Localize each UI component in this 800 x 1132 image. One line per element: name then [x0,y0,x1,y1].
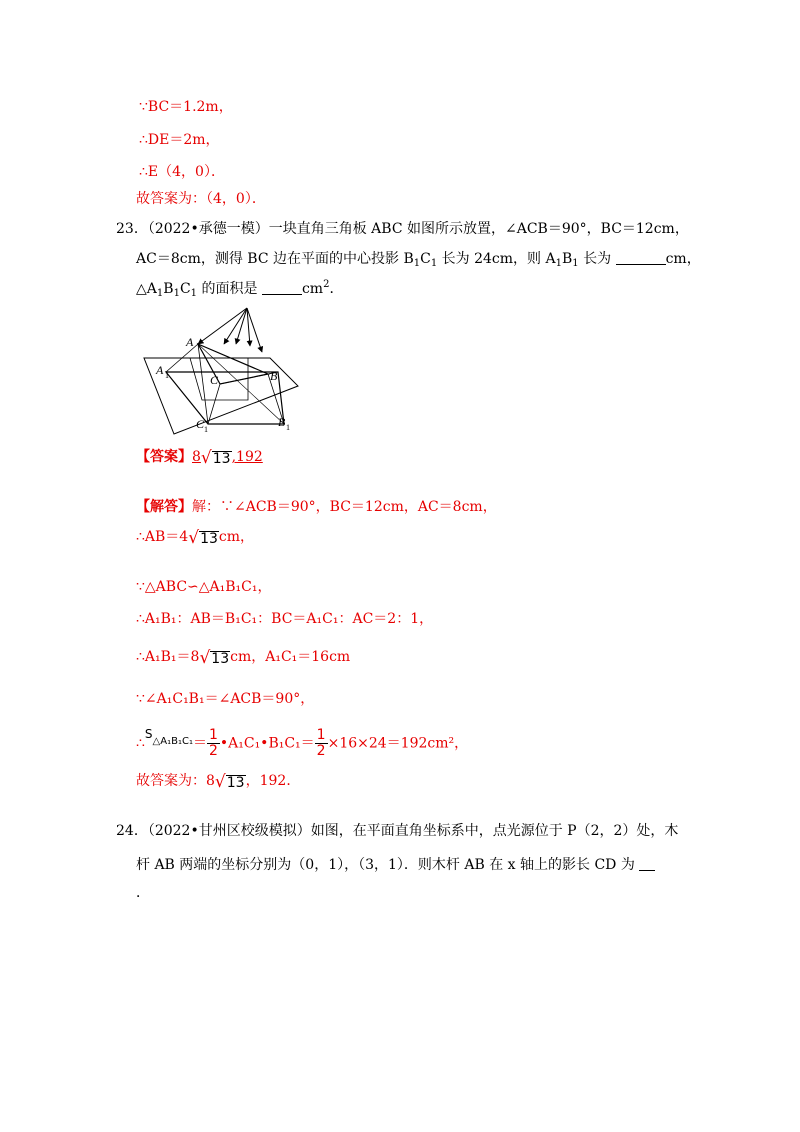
solution-text: ＝ [192,735,207,752]
question-text: C [420,251,431,267]
question-24-line-1 [116,822,678,840]
area-symbol: S [144,726,153,741]
triangle-abc [198,344,268,384]
answer-area: 192 [236,449,263,465]
question-text: ． [329,281,344,297]
projection-figure [136,300,306,436]
fraction-numerator: 1 [208,727,218,743]
solution-line: ∴E（4，0）． [139,164,225,180]
subscript: 1 [190,288,198,299]
solution-line: ∴DE＝2m， [139,132,220,148]
subscript: 1 [430,258,438,269]
answer-tag: 【答案】 [136,449,192,465]
radicand: 13 [211,651,230,667]
label-a: A [186,335,194,349]
question-23-line-1 [116,220,689,238]
solution-text: ，192． [245,773,301,789]
solution-text: ∴ [136,735,145,752]
subscript: 1 [173,288,180,299]
question-source: （2022•甘州区校级模拟） [147,823,311,839]
question-number: 24． [116,823,148,839]
radicand: 13 [212,451,231,467]
solution-line: ∵BC＝1.2m， [139,99,233,115]
answer-blank [639,856,655,871]
solution-text: cm， [218,529,255,545]
sqrt-expression: √ 13 [188,528,218,548]
answer-line: 故答案为：（4，0）． [136,191,266,207]
question-text: 长为 [578,251,616,267]
fraction-denominator: 2 [316,743,326,759]
sqrt-expression: √ 13 [200,448,231,468]
question-text: B [163,281,174,297]
label-a1: A [156,363,164,377]
area-formula-row [136,728,468,759]
question-text: 杆 AB 两端的坐标分别为（0，1），（3，1）．则木杆 AB 在 x 轴上的影长 CD 为 [136,857,635,873]
solution-row: ∵∠A₁C₁B₁＝∠ACB＝90°， [136,691,315,707]
solution-text: 故答案为：8 [136,773,215,789]
solution-text: ×16×24＝192cm²， [327,735,469,752]
label-a1-sub: 1 [165,371,169,380]
fraction-half [207,728,220,759]
solution-row: ∴A₁B₁：AB＝B₁C₁：BC＝A₁C₁：AC＝2：1， [136,611,434,627]
question-text: cm， [665,251,701,267]
question-text: B [562,251,573,267]
solution-text: ∴A₁B₁＝8 [136,649,200,665]
question-text: 长为 24cm，则 A [437,251,556,267]
sqrt-expression: √ 13 [214,772,245,792]
question-text: △A [136,281,157,297]
area-subscript: △A₁B₁C₁ [152,735,193,747]
question-23-line-3 [136,280,343,298]
question-24-line-2 [136,856,655,874]
solution-row [136,498,497,516]
answer-blank [616,250,666,265]
question-number: 23． [116,221,148,237]
answer-separator: , [231,449,237,465]
answer-coefficient: 8 [192,449,201,465]
solution-row: ∵△ABC∽△A₁B₁C₁， [136,579,272,595]
label-b1-sub: 1 [286,423,290,432]
solution-text: •A₁C₁•B₁C₁＝ [219,735,315,752]
question-text: cm [301,281,324,297]
subscript: 1 [413,258,421,269]
solution-text: ∴AB＝4 [136,529,189,545]
label-b: B [270,369,278,383]
solution-row [136,772,300,791]
radicand: 13 [226,775,245,791]
answer-blank [262,280,302,295]
question-text: AC＝8cm，测得 BC 边在平面的中心投影 B [136,251,414,267]
question-text: 如图，在平面直角坐标系中，点光源位于 P（2，2）处，木 [310,823,679,839]
subscript: 1 [555,258,562,269]
fraction-half [315,728,328,759]
label-c1-sub: 1 [204,425,208,434]
question-23-line-2 [136,250,701,268]
question-24-line-3: ． [136,885,150,901]
solution-row [136,528,254,547]
label-c1: C [196,417,205,431]
solution-text: 解：∵∠ACB＝90°，BC＝12cm，AC＝8cm， [192,499,497,515]
sqrt-expression: √ 13 [199,648,230,668]
superscript: 2 [323,279,330,290]
solution-tag: 【解答】 [136,499,192,515]
label-b1: B [278,415,286,429]
answer-row [136,448,263,467]
radicand: 13 [200,531,218,547]
question-source: （2022•承德一模） [147,221,269,237]
question-text: 的面积是 [197,281,262,297]
question-text: 一块直角三角板 ABC 如图所示放置，∠ACB＝90°，BC＝12cm， [268,221,689,237]
solution-text: cm，A₁C₁＝16cm [230,649,351,665]
solution-row [136,648,350,667]
label-c: C [210,373,219,387]
question-text: C [179,281,191,297]
fraction-numerator: 1 [316,727,326,743]
fraction-denominator: 2 [208,743,218,759]
subscript: 1 [572,258,579,269]
subscript: 1 [156,288,164,299]
